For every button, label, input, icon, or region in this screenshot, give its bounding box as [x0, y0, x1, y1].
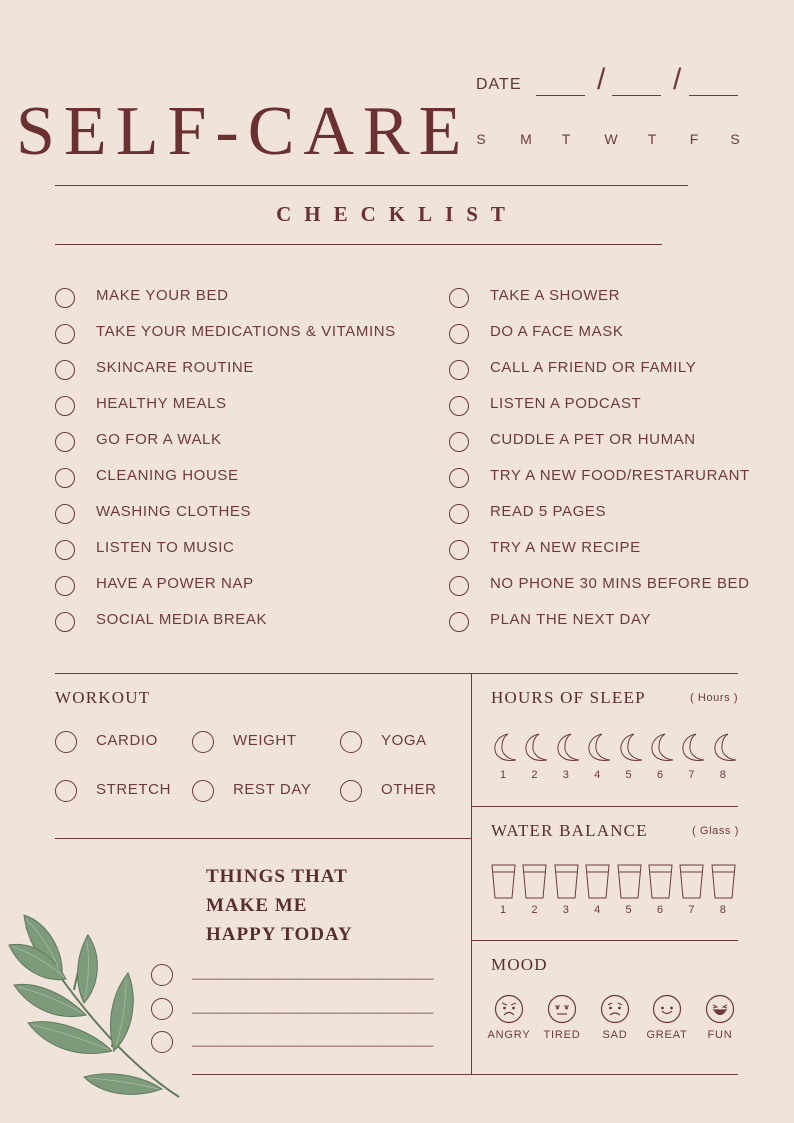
checklist-item-label: WASHING CLOTHES	[96, 503, 252, 520]
happy-entry-line[interactable]: _______________________________________	[192, 966, 433, 980]
workout-checkbox[interactable]	[340, 780, 362, 802]
day-wednesday[interactable]: W	[604, 131, 618, 147]
checklist-item-label: SKINCARE ROUTINE	[96, 359, 254, 376]
day-sunday[interactable]: S	[476, 131, 486, 147]
water-glass-number: 2	[531, 904, 538, 916]
sleep-title: HOURS OF SLEEP	[491, 688, 646, 707]
sleep-hour-number: 7	[688, 769, 695, 781]
checklist-item-label: CUDDLE A PET OR HUMAN	[490, 431, 696, 448]
day-monday[interactable]: M	[520, 131, 532, 147]
checkbox[interactable]	[449, 468, 469, 488]
workout-checkbox[interactable]	[55, 731, 77, 753]
glass-icon[interactable]	[554, 864, 579, 900]
angry-face-icon[interactable]	[494, 994, 524, 1024]
day-friday[interactable]: F	[689, 131, 699, 147]
divider	[55, 673, 738, 674]
glass-icon[interactable]	[711, 864, 736, 900]
water-title: WATER BALANCE	[491, 821, 648, 840]
happy-heading-line: THINGS THAT	[206, 866, 348, 887]
workout-checkbox[interactable]	[192, 731, 214, 753]
day-thursday[interactable]: T	[647, 131, 657, 147]
checkbox[interactable]	[449, 324, 469, 344]
date-separator: /	[673, 63, 682, 96]
divider	[471, 673, 472, 1075]
divider	[472, 940, 738, 941]
fun-face-icon[interactable]	[705, 994, 735, 1024]
checkbox[interactable]	[449, 396, 469, 416]
water-glass-number: 4	[594, 904, 601, 916]
glass-icon[interactable]	[648, 864, 673, 900]
glass-icon[interactable]	[679, 864, 704, 900]
sleep-hour-number: 5	[625, 769, 632, 781]
moon-icon[interactable]	[648, 732, 676, 764]
sleep-hour-number: 1	[499, 769, 507, 781]
checklist-item-label: CLEANING HOUSE	[96, 467, 239, 484]
checklist-item-label: TAKE A SHOWER	[490, 287, 621, 304]
checkbox[interactable]	[55, 468, 75, 488]
divider	[55, 185, 688, 186]
checklist-item-label: SOCIAL MEDIA BREAK	[96, 611, 268, 628]
date-separator: /	[597, 63, 606, 96]
great-face-icon[interactable]	[652, 994, 682, 1024]
sleep-hour-number: 4	[594, 769, 601, 781]
mood-label: SAD	[602, 1029, 628, 1041]
checklist-item-label: TAKE YOUR MEDICATIONS & VITAMINS	[96, 323, 396, 340]
checkbox[interactable]	[449, 360, 469, 380]
checkbox[interactable]	[55, 612, 75, 632]
checklist-item-label: GO FOR A WALK	[96, 431, 222, 448]
checklist-item-label: LISTEN TO MUSIC	[96, 539, 235, 556]
water-glass-number: 7	[688, 904, 695, 916]
sleep-hour-number: 8	[719, 769, 726, 781]
water-glass-number: 8	[719, 904, 726, 916]
divider	[55, 838, 472, 839]
workout-checkbox[interactable]	[340, 731, 362, 753]
moon-icon[interactable]	[554, 732, 582, 764]
moon-icon[interactable]	[491, 732, 519, 764]
moon-icon[interactable]	[711, 732, 739, 764]
checklist-item-label: HAVE A POWER NAP	[96, 575, 254, 592]
mood-label: ANGRY	[487, 1029, 531, 1041]
glass-icon[interactable]	[617, 864, 642, 900]
sleep-hour-number: 3	[562, 769, 569, 781]
checklist-item-label: PLAN THE NEXT DAY	[490, 611, 652, 628]
glass-icon[interactable]	[491, 864, 516, 900]
checkbox[interactable]	[449, 540, 469, 560]
mood-title: MOOD	[491, 955, 548, 974]
page-title: SELF-CARE	[16, 93, 471, 170]
checkbox[interactable]	[449, 288, 469, 308]
checkbox[interactable]	[55, 324, 75, 344]
checkbox[interactable]	[55, 288, 75, 308]
checkbox[interactable]	[55, 540, 75, 560]
moon-icon[interactable]	[585, 732, 613, 764]
mood-label: GREAT	[646, 1029, 688, 1041]
workout-checkbox[interactable]	[192, 780, 214, 802]
water-unit: ( Glass )	[692, 825, 739, 837]
moon-icon[interactable]	[522, 732, 550, 764]
happy-heading-line: HAPPY TODAY	[206, 924, 353, 945]
checkbox[interactable]	[55, 576, 75, 596]
checklist-item-label: HEALTHY MEALS	[96, 395, 227, 412]
workout-checkbox[interactable]	[55, 780, 77, 802]
checklist-item-label: NO PHONE 30 MINS BEFORE BED	[490, 575, 750, 592]
happy-heading	[206, 862, 353, 949]
checkbox[interactable]	[55, 504, 75, 524]
checklist-item-label: LISTEN A PODCAST	[490, 395, 642, 412]
checkbox[interactable]	[55, 396, 75, 416]
day-saturday[interactable]: S	[730, 131, 740, 147]
page-subtitle: CHECKLIST	[276, 202, 518, 226]
checkbox[interactable]	[55, 432, 75, 452]
date-month-field[interactable]	[612, 95, 661, 96]
workout-option-label: STRETCH	[96, 781, 172, 798]
leaf-illustration	[4, 905, 189, 1110]
checkbox[interactable]	[449, 432, 469, 452]
checklist-item-label: CALL A FRIEND OR FAMILY	[490, 359, 697, 376]
happy-heading-line: MAKE ME	[206, 895, 308, 916]
sleep-hour-number: 2	[531, 769, 538, 781]
glass-icon[interactable]	[522, 864, 547, 900]
glass-icon[interactable]	[585, 864, 610, 900]
workout-option-label: YOGA	[381, 732, 427, 749]
checklist-item-label: READ 5 PAGES	[490, 503, 607, 520]
happy-entry-line[interactable]: _______________________________________	[192, 1000, 433, 1014]
water-glass-number: 1	[499, 904, 507, 916]
checklist-item-label: TRY A NEW FOOD/RESTARURANT	[490, 467, 750, 484]
sleep-unit: ( Hours )	[690, 692, 739, 704]
water-glass-number: 3	[562, 904, 569, 916]
date-year-field[interactable]	[689, 95, 738, 96]
checkbox[interactable]	[449, 612, 469, 632]
water-glass-number: 6	[656, 904, 664, 916]
workout-option-label: OTHER	[381, 781, 437, 798]
workout-title: WORKOUT	[55, 688, 151, 707]
happy-entry-line[interactable]: _______________________________________	[192, 1033, 433, 1047]
date-day-field[interactable]	[536, 95, 585, 96]
checkbox[interactable]	[449, 504, 469, 524]
sad-face-icon[interactable]	[600, 994, 630, 1024]
divider	[192, 1074, 738, 1075]
mood-label: FUN	[707, 1029, 733, 1041]
moon-icon[interactable]	[679, 732, 707, 764]
divider	[472, 806, 738, 807]
date-label: DATE	[476, 76, 522, 93]
workout-option-label: REST DAY	[233, 781, 312, 798]
tired-face-icon[interactable]	[547, 994, 577, 1024]
workout-option-label: CARDIO	[96, 732, 158, 749]
water-glass-number: 5	[625, 904, 632, 916]
workout-option-label: WEIGHT	[233, 732, 297, 749]
checkbox[interactable]	[449, 576, 469, 596]
checklist-item-label: MAKE YOUR BED	[96, 287, 229, 304]
divider	[55, 244, 662, 245]
checkbox[interactable]	[55, 360, 75, 380]
checklist-item-label: DO A FACE MASK	[490, 323, 624, 340]
sleep-hour-number: 6	[656, 769, 664, 781]
mood-label: TIRED	[543, 1029, 581, 1041]
moon-icon[interactable]	[617, 732, 645, 764]
day-tuesday[interactable]: T	[561, 131, 571, 147]
checklist-item-label: TRY A NEW RECIPE	[490, 539, 641, 556]
